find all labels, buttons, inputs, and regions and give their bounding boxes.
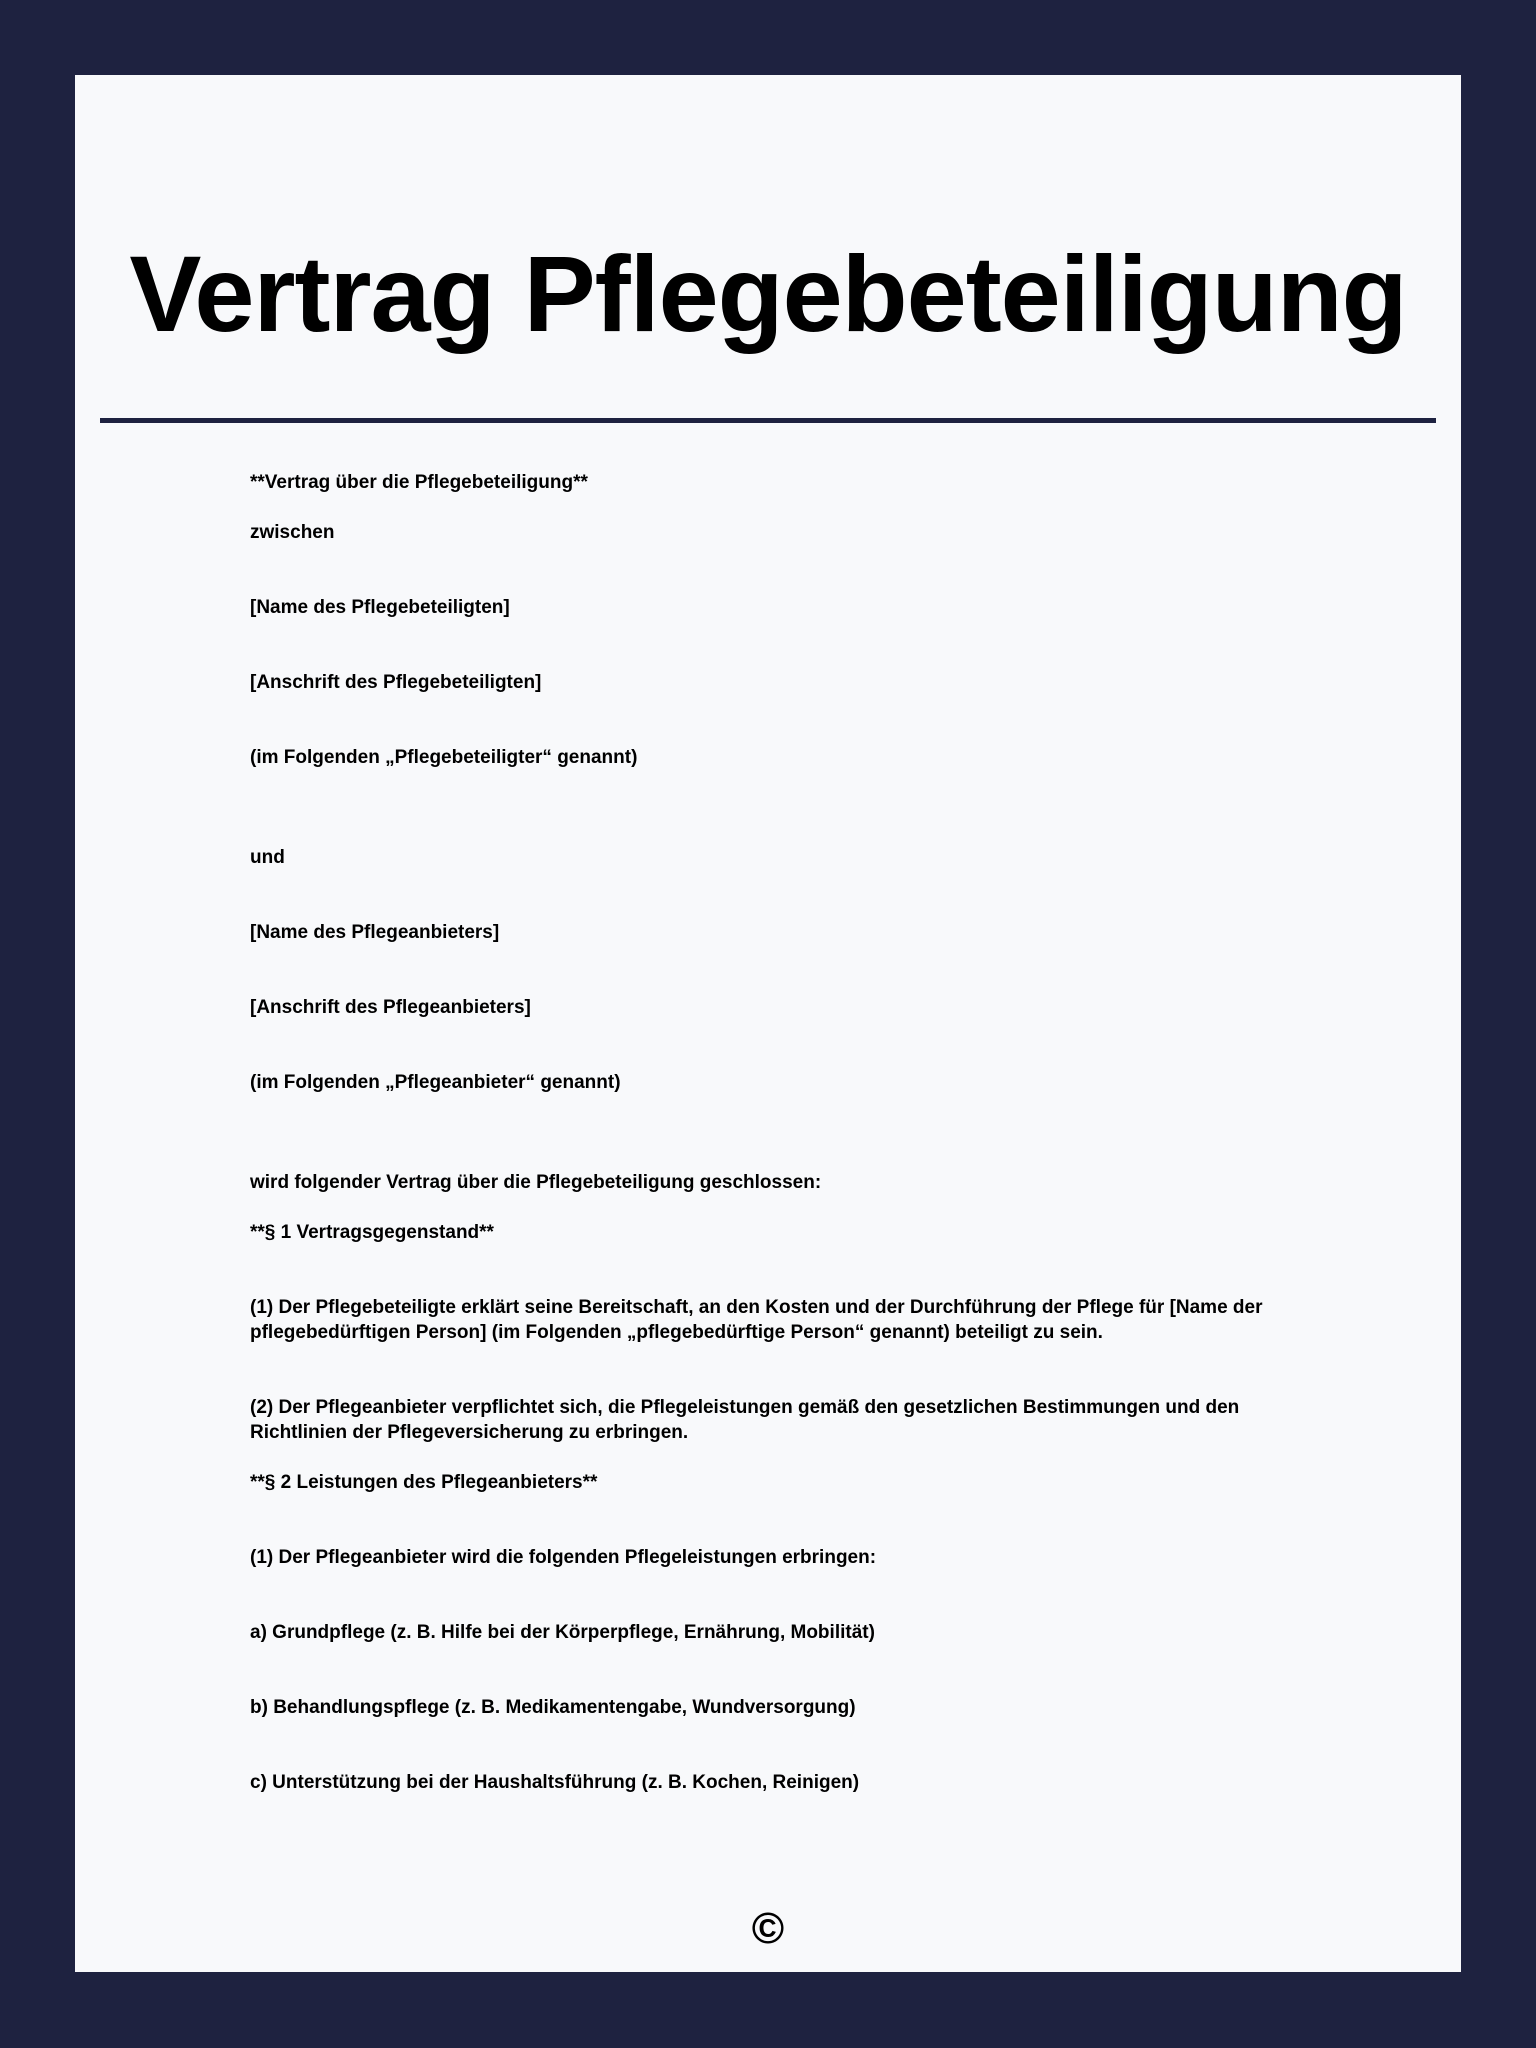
- party2-designation: (im Folgenden „Pflegeanbieter“ genannt): [250, 1072, 621, 1093]
- document-title: Vertrag Pflegebeteiligung: [129, 233, 1407, 354]
- party2-address: [Anschrift des Pflegeanbieters]: [250, 997, 531, 1018]
- section2-item-b: b) Behandlungspflege (z. B. Medikamentengabe, Wundversorgung): [250, 1697, 856, 1718]
- paragraph-intro: wird folgender Vertrag über die Pflegebeteiligung geschlossen:: [250, 1172, 822, 1193]
- title-divider: [100, 418, 1436, 423]
- section1-clause1: (1) Der Pflegebeteiligte erklärt seine Bereitschaft, an den Kosten und der Durchführung der Pflege für [Name der pflegebedürftigen Person] (im Folgenden „pflegebedürftige Person“ genannt) beteiligt zu sein.: [250, 1297, 1263, 1343]
- section2-item-a: a) Grundpflege (z. B. Hilfe bei der Körperpflege, Ernährung, Mobilität): [250, 1622, 875, 1643]
- party1-address: [Anschrift des Pflegebeteiligten]: [250, 672, 542, 693]
- paragraph-between: zwischen: [250, 522, 335, 543]
- paragraph-and: und: [250, 847, 285, 868]
- section1-clause2: (2) Der Pflegeanbieter verpflichtet sich, die Pflegeleistungen gemäß den gesetzlichen Bestimmungen und den Richtlinien der Pflegeversicherung zu erbringen.: [250, 1397, 1240, 1443]
- section1-heading: **§ 1 Vertragsgegenstand**: [250, 1222, 494, 1243]
- section2-heading: **§ 2 Leistungen des Pflegeanbieters**: [250, 1472, 598, 1493]
- party2-name: [Name des Pflegeanbieters]: [250, 922, 500, 943]
- copyright-icon: ©: [751, 1904, 785, 1953]
- party1-designation: (im Folgenden „Pflegebeteiligter“ genannt): [250, 747, 638, 768]
- section2-clause1: (1) Der Pflegeanbieter wird die folgenden Pflegeleistungen erbringen:: [250, 1547, 877, 1568]
- contract-heading: **Vertrag über die Pflegebeteiligung**: [250, 472, 588, 493]
- party1-name: [Name des Pflegebeteiligten]: [250, 597, 510, 618]
- section2-item-c: c) Unterstützung bei der Haushaltsführung (z. B. Kochen, Reinigen): [250, 1772, 860, 1793]
- document-page: [75, 75, 1461, 1972]
